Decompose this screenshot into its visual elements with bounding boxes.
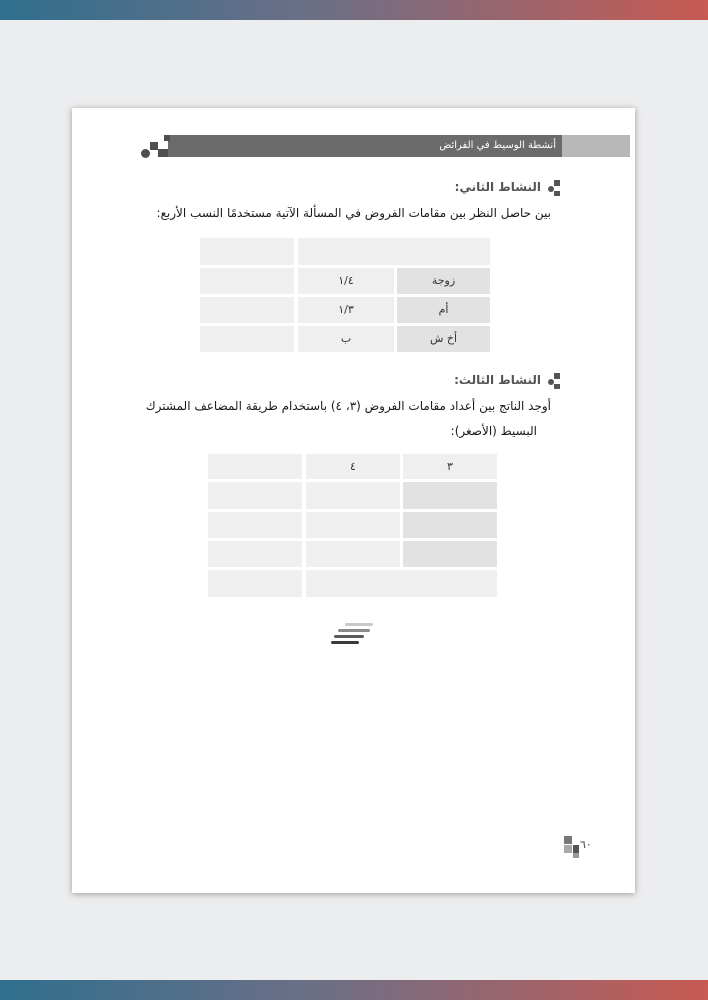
table-cell [306, 541, 400, 567]
heir-cell: أخ ش [397, 326, 490, 352]
table-cell [306, 570, 497, 597]
table-cell [208, 570, 302, 597]
table-cell [208, 512, 302, 538]
heir-cell: زوجة [397, 268, 490, 294]
table-cell [208, 482, 302, 509]
activity3-instruction-line1: أوجد الناتج بين أعداد مقامات الفروض (٣، ٤) باستخدام طريقة المضاعف المشترك [145, 399, 551, 413]
header-tab [562, 135, 630, 157]
table-cell [403, 541, 497, 567]
share-cell: ١/٤ [298, 268, 394, 294]
table-cell [403, 512, 497, 538]
table-cell [306, 512, 400, 538]
table-cell [306, 482, 400, 509]
bottom-gradient-bar [0, 980, 708, 1000]
activity2-instruction: بين حاصل النظر بين مقامات الفروض في المسألة الآتية مستخدمًا النسب الأربع: [156, 206, 551, 220]
table-cell [208, 541, 302, 567]
page-number: ٦٠ [580, 838, 592, 851]
activity2-title: النشاط الثاني: [454, 180, 541, 194]
header-title: أنشطة الوسيط في الفرائض [439, 140, 556, 151]
header-cell: ٤ [306, 454, 400, 479]
table-cell [200, 297, 294, 323]
activity3-bullet-icon [548, 373, 564, 389]
share-cell: ١/٣ [298, 297, 394, 323]
header-cell: ٣ [403, 454, 497, 479]
table-cell [403, 482, 497, 509]
activity3-instruction-line2: البسيط (الأصغر): [450, 424, 537, 438]
share-cell: ب [298, 326, 394, 352]
worksheet-page [72, 108, 635, 893]
table-cell [200, 268, 294, 294]
table-cell [298, 238, 490, 265]
heir-cell: أم [397, 297, 490, 323]
activity2-bullet-icon [548, 180, 564, 196]
table-cell [200, 238, 294, 265]
table-cell [200, 326, 294, 352]
activity3-title: النشاط الثالث: [454, 373, 541, 387]
top-gradient-bar [0, 0, 708, 20]
table-cell [208, 454, 302, 479]
